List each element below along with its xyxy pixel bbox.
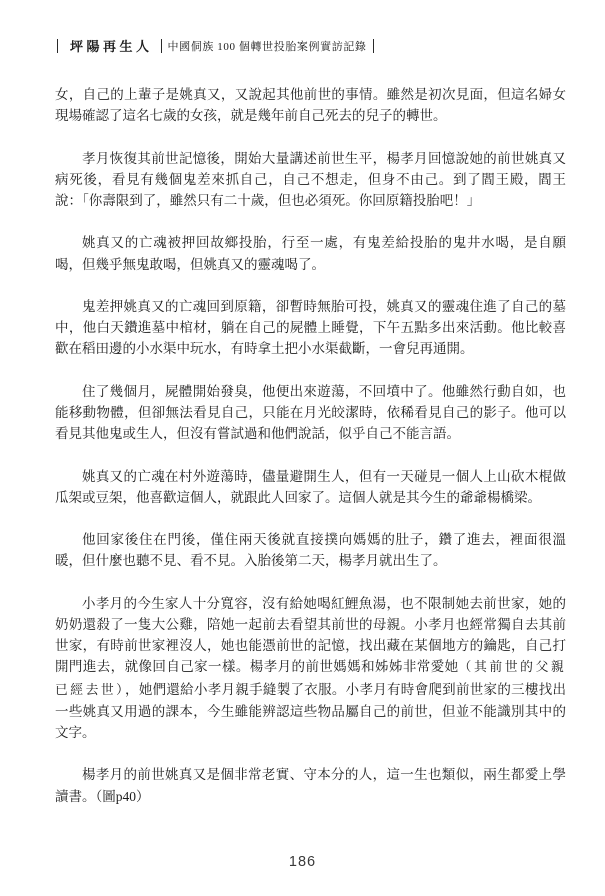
body-paragraph-6: 姚真又的亡魂在村外遊蕩時，儘量避開生人，但有一天碰見一個人上山砍木棍做瓜架或豆架，他喜歡這個人，就跟此人回家了。這個人就是其今生的爺爺楊橋梁。 bbox=[55, 468, 566, 505]
book-subtitle: 中國侗族 100 個轉世投胎案例實訪記錄 bbox=[167, 40, 367, 53]
page-number: 186 bbox=[288, 854, 317, 870]
body-paragraph-1: 女，自己的上輩子是姚真又，又說起其他前世的事情。雖然是初次見面，但這名婦女現場確認了這名七歲的女孩，就是幾年前自己死去的兒子的轉世。 bbox=[55, 87, 566, 124]
header-divider-left bbox=[57, 39, 58, 53]
paragraph-8-text: 小孝月的今生家人十分寬容，沒有給她喝紅鯉魚湯，也不限制她去前世家，她的奶奶還殺了一隻大公雞，陪她一起前去看望其前世的母親。小孝月也經常獨自去其前世家，有時前世家裡沒人，她也能憑前世的記憶，找出藏在某個地方的鑰匙，自己打開門進去，就像回自己家一樣。楊孝月的前世媽媽和姊姊非常愛她 bbox=[55, 595, 566, 675]
paragraph-8-parenthetical-note: （其前世的父親已經去世） bbox=[55, 660, 566, 697]
running-head bbox=[57, 36, 374, 55]
book-title: 坪陽再生人 bbox=[70, 39, 153, 54]
body-paragraph-7: 他回家後住在門後，僅住兩天後就直接撲向媽媽的肚子，鑽了進去，裡面很溫暖，但什麼也聽不見、看不見。入胎後第二天，楊孝月就出生了。 bbox=[55, 532, 566, 569]
body-paragraph-4: 鬼差押姚真又的亡魂回到原籍，卻暫時無胎可投，姚真又的靈魂住進了自己的墓中，他白天鑽進墓中棺材，躺在自己的屍體上睡覺，下午五點多出來活動。他比較喜歡在稻田邊的小水渠中玩水，有時拿土把小水渠截斷，一會兒再通開。 bbox=[55, 298, 566, 357]
header-divider-right bbox=[373, 39, 374, 53]
page-body bbox=[55, 84, 566, 807]
body-paragraph-8 bbox=[55, 593, 566, 743]
body-paragraph-9: 楊孝月的前世姚真又是個非常老實、守本分的人，這一生也類似，兩生都愛上學讀書。（圖p40） bbox=[55, 767, 566, 804]
paragraph-8-text-continued: ，她們還給小孝月親手縫製了衣服。小孝月有時會爬到前世家的三樓找出一些姚真又用過的課本，今生雖能辨認這些物品屬自己的前世，但並不能識別其中的文字。 bbox=[55, 681, 566, 740]
body-paragraph-5: 住了幾個月，屍體開始發臭，他便出來遊蕩，不回墳中了。他雖然行動自如，也能移動物體，但卻無法看見自己，只能在月光皎潔時，依稀看見自己的影子。他可以看見其他鬼或生人，但沒有嘗試過和他們說話，似乎自己不能言語。 bbox=[55, 383, 566, 442]
header-divider-middle bbox=[161, 39, 162, 53]
body-paragraph-2: 孝月恢復其前世記憶後，開始大量講述前世生平，楊孝月回憶說她的前世姚真又病死後，看見有幾個鬼差來抓自己，自己不想走，但身不由己。到了閻王殿，閻王說：「你壽限到了，雖然只有二十歲，但也必須死。你回原籍投胎吧！」 bbox=[55, 150, 566, 208]
body-paragraph-3: 姚真又的亡魂被押回故鄉投胎，行至一處，有鬼差給投胎的鬼井水喝，是自願喝，但幾乎無鬼敢喝，但姚真又的靈魂喝了。 bbox=[55, 235, 566, 272]
